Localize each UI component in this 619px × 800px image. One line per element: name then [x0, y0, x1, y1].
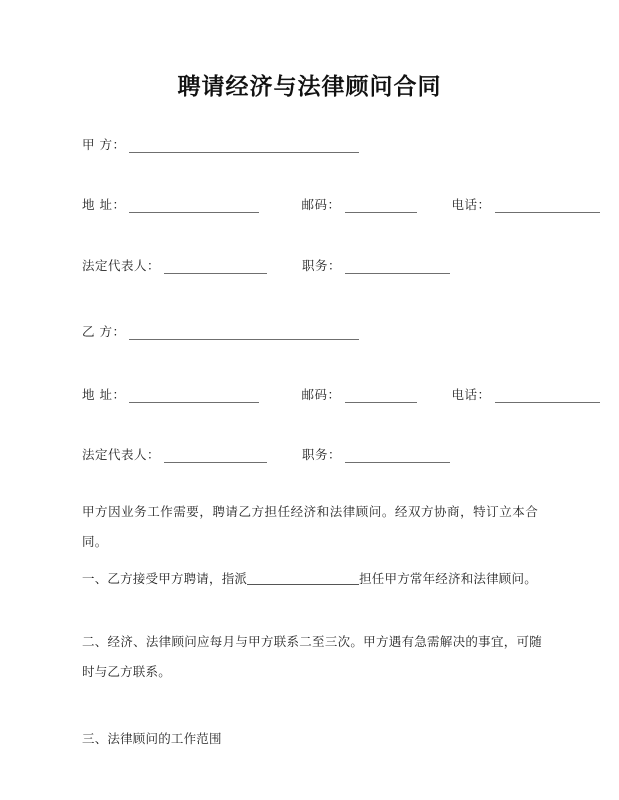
preamble-paragraph: 甲方因业务工作需要，聘请乙方担任经济和法律顾问。经双方协商，特订立本合同。 [82, 504, 538, 549]
party-a-address-field[interactable] [129, 198, 259, 213]
clause-one-text-before: 一、乙方接受甲方聘请，指派 [82, 571, 248, 586]
party-b-legal-rep-label: 法定代表人： [82, 447, 161, 462]
party-b-postcode-field[interactable] [345, 388, 417, 403]
clause-one-text-after: 担任甲方常年经济和法律顾问。 [359, 571, 537, 586]
party-b-name-row [82, 318, 359, 340]
page-title: 聘请经济与法律顾问合同 [177, 74, 442, 100]
clause-three-paragraph: 三、法律顾问的工作范围 [82, 731, 222, 746]
party-b-phone-label: 电话： [451, 387, 491, 402]
party-b-name-field[interactable] [129, 325, 359, 340]
party-a-postcode-field[interactable] [345, 198, 417, 213]
clause-one-appointee-field[interactable] [247, 571, 359, 585]
party-a-legal-rep-row [82, 252, 450, 274]
party-b-name-label: 乙 方： [82, 324, 126, 339]
party-a-address-row [82, 191, 600, 213]
party-b-address-label: 地 址： [82, 387, 126, 402]
party-a-postcode-label: 邮码： [301, 197, 341, 212]
party-b-address-row [82, 381, 600, 403]
party-a-phone-label: 电话： [451, 197, 491, 212]
clause-two-paragraph: 二、经济、法律顾问应每月与甲方联系二至三次。甲方遇有急需解决的事宜，可随时与乙方联系。 [82, 634, 542, 679]
party-a-name-field[interactable] [129, 138, 359, 153]
party-a-name-row [82, 131, 359, 153]
party-a-phone-field[interactable] [495, 198, 600, 213]
party-a-address-label: 地 址： [82, 197, 126, 212]
party-a-legal-rep-label: 法定代表人： [82, 258, 161, 273]
party-b-legal-rep-field[interactable] [164, 448, 267, 463]
party-b-postcode-label: 邮码： [301, 387, 341, 402]
party-b-address-field[interactable] [129, 388, 259, 403]
party-a-name-label: 甲 方： [82, 137, 126, 152]
party-a-legal-rep-field[interactable] [164, 259, 267, 274]
party-b-legal-rep-row [82, 441, 450, 463]
party-a-position-field[interactable] [345, 259, 450, 274]
party-b-position-label: 职务： [302, 447, 342, 462]
party-b-phone-field[interactable] [495, 388, 600, 403]
clause-one-paragraph [82, 564, 538, 594]
party-b-position-field[interactable] [345, 448, 450, 463]
party-a-position-label: 职务： [302, 258, 342, 273]
